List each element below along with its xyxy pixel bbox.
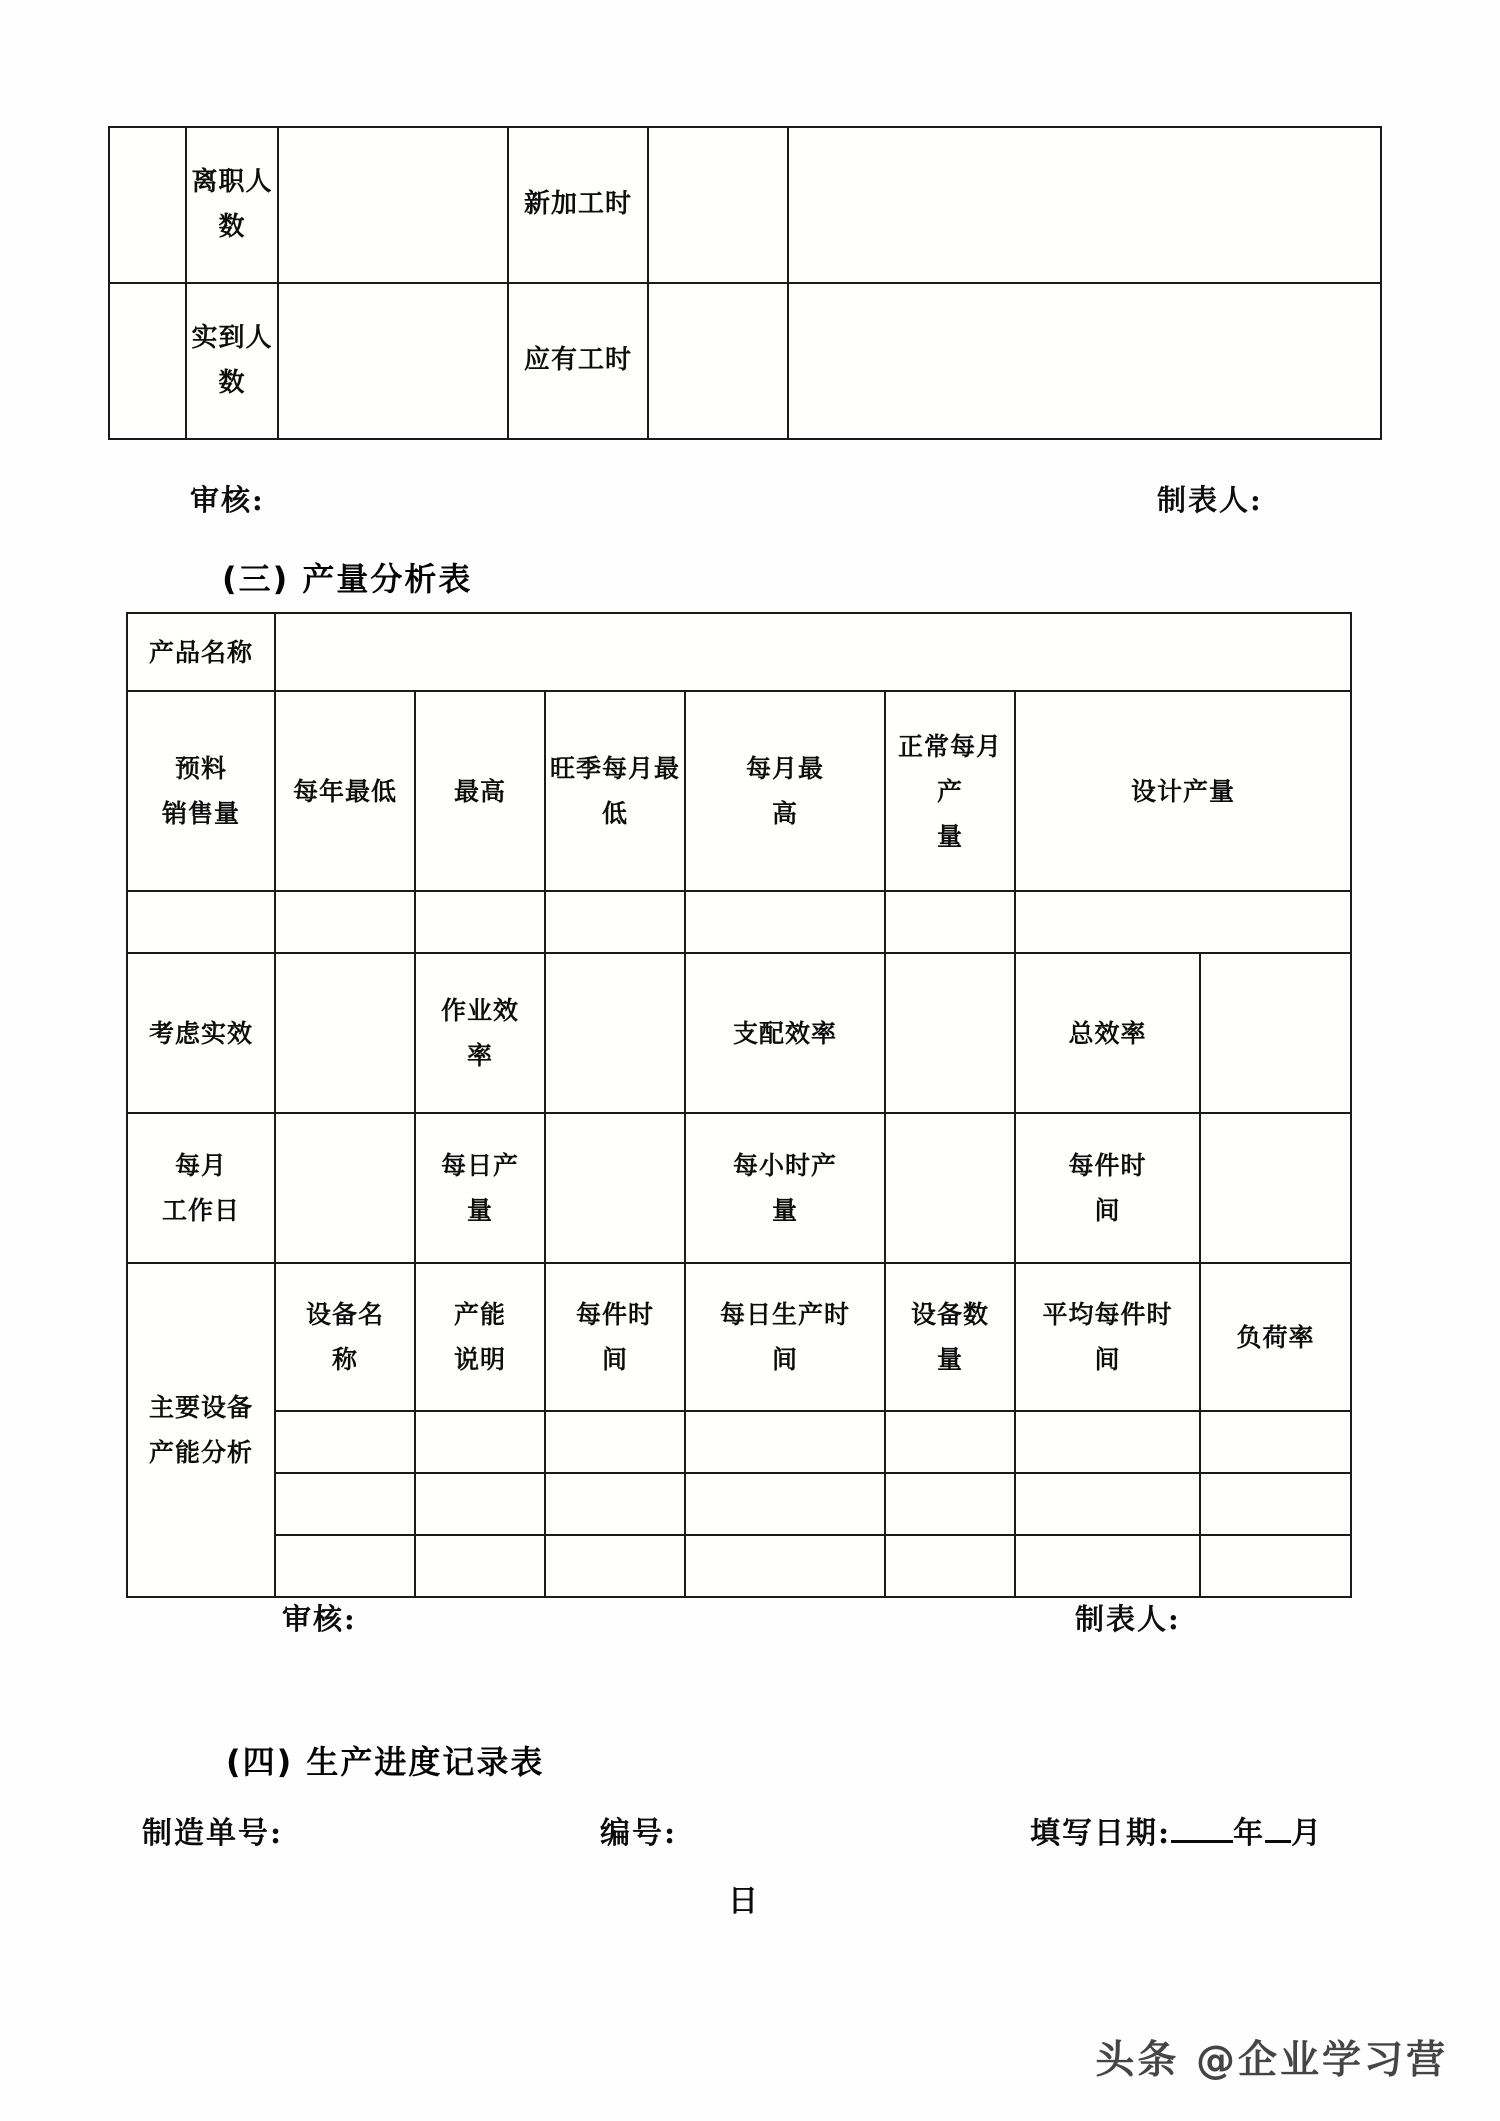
- forecast-value-annual-min[interactable]: [127, 891, 275, 953]
- table-row: [127, 891, 1351, 953]
- equipment-row2-name[interactable]: [275, 1473, 415, 1535]
- required-hours-value[interactable]: [648, 283, 788, 439]
- total-efficiency-value[interactable]: [885, 953, 1015, 1113]
- forecast-value-monthly-max[interactable]: [545, 891, 685, 953]
- serial-no-label: 编号:: [600, 1816, 678, 1851]
- fill-date-year-blank[interactable]: [1171, 1840, 1233, 1843]
- new-added-hours-value[interactable]: [648, 127, 788, 283]
- reviewer-label-2: 审核:: [282, 1602, 357, 1636]
- section-heading-progress-record: (四) 生产进度记录表: [226, 1743, 545, 1781]
- equipment-header-avg-per-piece-time: 平均每件时 间: [1015, 1263, 1200, 1411]
- daily-output-label: 每日产 量: [415, 1113, 545, 1263]
- equipment-row3-avg-per-piece-time[interactable]: [1015, 1535, 1200, 1597]
- equipment-row2-avg-per-piece-time[interactable]: [1015, 1473, 1200, 1535]
- equipment-row2-load-rate[interactable]: [1200, 1473, 1351, 1535]
- equipment-header-equipment-count: 设备数 量: [885, 1263, 1015, 1411]
- preparer-label-1: 制表人:: [1157, 483, 1263, 517]
- forecast-header-normal-monthly-output: 正常每月产 量: [885, 691, 1015, 891]
- equipment-row1-daily-production-time[interactable]: [685, 1411, 885, 1473]
- watermark-credit: 头条 @企业学习营: [1095, 2038, 1448, 2083]
- equipment-row2-per-piece-time[interactable]: [545, 1473, 685, 1535]
- manufacture-order-no-label: 制造单号:: [142, 1816, 284, 1851]
- continued-table-container: [108, 126, 1380, 440]
- per-piece-time-label: 每件时 间: [1015, 1113, 1200, 1263]
- operation-efficiency-label: 作业效 率: [415, 953, 545, 1113]
- leaving-headcount-label: 离职人 数: [186, 127, 278, 283]
- forecast-value-peak-monthly-min[interactable]: [415, 891, 545, 953]
- equipment-row1-load-rate[interactable]: [1200, 1411, 1351, 1473]
- table-row: [109, 127, 1381, 283]
- equipment-header-per-piece-time: 每件时 间: [545, 1263, 685, 1411]
- table-row: [127, 1113, 1351, 1263]
- forecast-value-design-capacity[interactable]: [1015, 891, 1351, 953]
- monthly-workdays-label: 每月 工作日: [127, 1113, 275, 1263]
- dispatch-efficiency-label: 支配效率: [685, 953, 885, 1113]
- forecast-header-max: 最高: [415, 691, 545, 891]
- fill-date-month-blank[interactable]: [1265, 1840, 1291, 1843]
- required-hours-label: 应有工时: [508, 283, 648, 439]
- efficiency-trailing-cell[interactable]: [1200, 953, 1351, 1113]
- equipment-row1-name[interactable]: [275, 1411, 415, 1473]
- forecast-sales-label: 预料 销售量: [127, 691, 275, 891]
- equipment-row2-daily-production-time[interactable]: [685, 1473, 885, 1535]
- equipment-row1-per-piece-time[interactable]: [545, 1411, 685, 1473]
- new-added-hours-label: 新加工时: [508, 127, 648, 283]
- continued-row2-col1: [109, 283, 186, 439]
- equipment-row1-capacity-desc[interactable]: [415, 1411, 545, 1473]
- table-row: [109, 283, 1381, 439]
- continued-manpower-table: [108, 126, 1382, 440]
- hourly-output-label: 每小时产 量: [685, 1113, 885, 1263]
- dispatch-efficiency-value[interactable]: [545, 953, 685, 1113]
- fill-date-label: 填写日期:: [1030, 1816, 1172, 1851]
- product-name-value[interactable]: [275, 613, 1351, 691]
- equipment-row3-per-piece-time[interactable]: [545, 1535, 685, 1597]
- forecast-value-max[interactable]: [275, 891, 415, 953]
- equipment-row1-avg-per-piece-time[interactable]: [1015, 1411, 1200, 1473]
- forecast-header-annual-min: 每年最低: [275, 691, 415, 891]
- actual-efficiency-label: 考虑实效: [127, 953, 275, 1113]
- continued-row1-col1: [109, 127, 186, 283]
- operation-efficiency-value[interactable]: [275, 953, 415, 1113]
- table-row: [127, 1473, 1351, 1535]
- equipment-header-name: 设备名 称: [275, 1263, 415, 1411]
- production-analysis-table-container: [126, 612, 1350, 1598]
- equipment-row2-capacity-desc[interactable]: [415, 1473, 545, 1535]
- table-row: [127, 691, 1351, 891]
- equipment-row3-capacity-desc[interactable]: [415, 1535, 545, 1597]
- equipment-header-daily-production-time: 每日生产时 间: [685, 1263, 885, 1411]
- equipment-row3-name[interactable]: [275, 1535, 415, 1597]
- section-heading-production-analysis: (三) 产量分析表: [222, 560, 473, 598]
- forecast-value-normal-monthly[interactable]: [685, 891, 885, 953]
- fill-date-year-unit: 年: [1233, 1816, 1266, 1851]
- hourly-output-value[interactable]: [545, 1113, 685, 1263]
- continued-row1-col6[interactable]: [788, 127, 1381, 283]
- forecast-header-monthly-max: 每月最 高: [685, 691, 885, 891]
- product-name-label: 产品名称: [127, 613, 275, 691]
- reviewer-label-1: 审核:: [190, 483, 265, 517]
- production-analysis-table: [126, 612, 1352, 1598]
- fill-date-month-unit: 月: [1291, 1816, 1324, 1851]
- per-piece-time-value[interactable]: [885, 1113, 1015, 1263]
- table-row: [127, 1535, 1351, 1597]
- preparer-label-2: 制表人:: [1075, 1602, 1181, 1636]
- forecast-header-design-capacity: 设计产量: [1015, 691, 1351, 891]
- equipment-capacity-label: 主要设备 产能分析: [127, 1263, 275, 1597]
- forecast-header-peak-monthly-min: 旺季每月最 低: [545, 691, 685, 891]
- continued-row2-col6[interactable]: [788, 283, 1381, 439]
- table-row: [127, 1263, 1351, 1411]
- actual-headcount-value[interactable]: [278, 283, 508, 439]
- forecast-value-extra[interactable]: [885, 891, 1015, 953]
- workday-trailing-cell[interactable]: [1200, 1113, 1351, 1263]
- equipment-row3-daily-production-time[interactable]: [685, 1535, 885, 1597]
- table-row: [127, 1411, 1351, 1473]
- equipment-header-capacity-desc: 产能 说明: [415, 1263, 545, 1411]
- daily-output-value[interactable]: [275, 1113, 415, 1263]
- fill-date-day-unit: 日: [728, 1884, 760, 1919]
- fill-date-field: [1030, 1808, 1323, 1852]
- equipment-row1-count[interactable]: [885, 1411, 1015, 1473]
- equipment-row3-count[interactable]: [885, 1535, 1015, 1597]
- table-row: [127, 613, 1351, 691]
- total-efficiency-label: 总效率: [1015, 953, 1200, 1113]
- actual-headcount-label: 实到人 数: [186, 283, 278, 439]
- equipment-header-load-rate: 负荷率: [1200, 1263, 1351, 1411]
- table-row: [127, 953, 1351, 1113]
- equipment-row3-load-rate[interactable]: [1200, 1535, 1351, 1597]
- equipment-row2-count[interactable]: [885, 1473, 1015, 1535]
- leaving-headcount-value[interactable]: [278, 127, 508, 283]
